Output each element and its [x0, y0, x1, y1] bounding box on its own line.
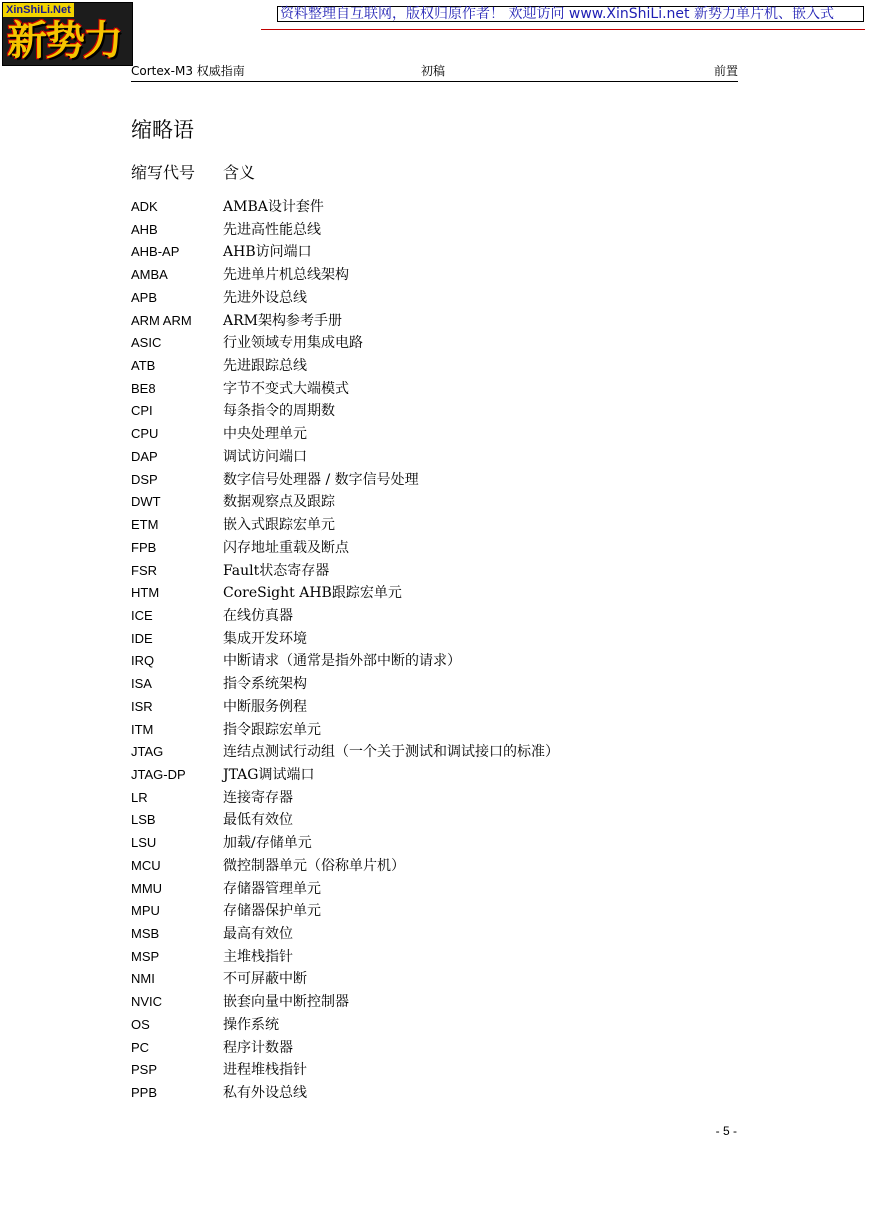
meaning-cell: 字节不变式大端模式 — [223, 380, 349, 397]
abbr-cell: MMU — [131, 880, 163, 896]
meaning-cell: 先进外设总线 — [223, 289, 307, 306]
meaning-cell: 中央处理单元 — [223, 426, 307, 443]
table-row — [131, 650, 738, 673]
meaning-cell: 数据观察点及跟踪 — [223, 494, 335, 511]
abbr-cell: LSB — [131, 812, 156, 828]
table-row — [131, 310, 738, 333]
table-row — [131, 196, 738, 219]
table-row — [131, 764, 738, 787]
abbr-cell: FPB — [131, 539, 157, 555]
meaning-cell: CoreSight AHB跟踪宏单元 — [223, 585, 402, 602]
table-row — [131, 809, 738, 832]
abbr-cell: ETM — [131, 517, 159, 533]
meaning-cell: 进程堆栈指针 — [223, 1062, 307, 1079]
column-header-meaning: 含义 — [223, 163, 256, 182]
abbreviation-table — [131, 196, 738, 1105]
abbr-cell: JTAG — [131, 744, 164, 760]
meaning-cell: 闪存地址重载及断点 — [223, 539, 349, 556]
meaning-cell: 最高有效位 — [223, 926, 293, 942]
table-row — [131, 719, 738, 742]
meaning-cell: 每条指令的周期数 — [223, 403, 335, 420]
banner-rule — [261, 29, 865, 30]
table-row — [131, 991, 738, 1014]
meaning-cell: 中断服务例程 — [223, 698, 307, 715]
table-row — [131, 469, 738, 492]
meaning-cell: 数字信号处理器 / 数字信号处理 — [223, 471, 419, 488]
table-row — [131, 1082, 738, 1105]
meaning-cell: 最低有效位 — [223, 812, 293, 829]
table-row — [131, 400, 738, 423]
abbr-cell: FSR — [131, 562, 157, 578]
meaning-cell: 私有外设总线 — [223, 1085, 307, 1102]
table-row — [131, 878, 738, 901]
meaning-cell: 先进高性能总线 — [223, 221, 321, 238]
meaning-cell: 主堆栈指针 — [223, 948, 293, 965]
meaning-cell: 行业领域专用集成电路 — [223, 335, 363, 352]
meaning-cell: 存储器管理单元 — [223, 880, 321, 897]
abbr-cell: ICE — [131, 607, 153, 623]
meaning-cell: 调试访问端口 — [223, 448, 307, 465]
abbr-cell: PSP — [131, 1062, 158, 1078]
table-row — [131, 1037, 738, 1060]
abbr-cell: LSU — [131, 835, 157, 851]
meaning-cell: 加载/存储单元 — [223, 835, 312, 852]
abbr-cell: PC — [131, 1039, 150, 1055]
meaning-cell: 中断请求（通常是指外部中断的请求） — [223, 653, 461, 670]
table-row — [131, 423, 738, 446]
meaning-cell: 先进跟踪总线 — [223, 358, 307, 375]
table-row — [131, 673, 738, 696]
table-row — [131, 1014, 738, 1037]
abbr-cell: NVIC — [131, 994, 163, 1010]
meaning-cell: 嵌套向量中断控制器 — [223, 994, 349, 1011]
table-row — [131, 219, 738, 242]
table-row — [131, 514, 738, 537]
abbr-cell: JTAG-DP — [131, 766, 186, 782]
table-row — [131, 378, 738, 401]
table-row — [131, 560, 738, 583]
table-row — [131, 446, 738, 469]
logo-mark-text: 新势力 — [7, 18, 121, 64]
table-row — [131, 832, 738, 855]
abbr-cell: LR — [131, 789, 148, 805]
meaning-cell: 连接寄存器 — [223, 789, 293, 806]
abbr-cell: ITM — [131, 721, 154, 737]
site-logo — [2, 2, 133, 66]
meaning-cell: 微控制器单元（俗称单片机） — [223, 857, 405, 874]
abbr-cell: NMI — [131, 971, 155, 987]
running-header-left: Cortex-M3 权威指南 — [131, 64, 245, 78]
page-number: - 5 - — [715, 1124, 737, 1138]
abbr-cell: DAP — [131, 448, 158, 464]
header-rule — [131, 81, 738, 82]
abbr-cell: ASIC — [131, 335, 162, 351]
abbr-cell: AMBA — [131, 267, 168, 283]
meaning-cell: ARM架构参考手册 — [223, 312, 342, 329]
column-header-abbr: 缩写代号 — [131, 163, 196, 182]
abbr-cell: AHB — [131, 221, 158, 237]
abbr-cell: APB — [131, 289, 158, 305]
top-banner — [277, 6, 864, 22]
abbr-cell: ISA — [131, 676, 152, 692]
table-row — [131, 537, 738, 560]
meaning-cell: AHB访问端口 — [223, 244, 312, 261]
abbr-cell: AHB-AP — [131, 244, 180, 260]
table-row — [131, 582, 738, 605]
abbr-cell: IDE — [131, 630, 153, 646]
table-row — [131, 628, 738, 651]
abbr-cell: ATB — [131, 358, 156, 374]
meaning-cell: 指令跟踪宏单元 — [223, 721, 321, 738]
table-row — [131, 1059, 738, 1082]
abbr-cell: MSB — [131, 926, 160, 941]
abbr-cell: ARM ARM — [131, 312, 192, 328]
running-header-center: 初稿 — [421, 64, 446, 78]
abbr-cell: IRQ — [131, 653, 155, 669]
abbr-cell: CPI — [131, 403, 153, 419]
meaning-cell: 不可屏蔽中断 — [223, 971, 307, 988]
meaning-cell: 指令系统架构 — [223, 676, 307, 693]
logo-url-text: XinShiLi.Net — [3, 3, 74, 17]
running-header-right: 前置 — [713, 64, 738, 78]
meaning-cell: 程序计数器 — [223, 1039, 293, 1056]
abbr-cell: ADK — [131, 199, 158, 214]
meaning-cell: 嵌入式跟踪宏单元 — [223, 517, 335, 534]
table-row — [131, 332, 738, 355]
meaning-cell: JTAG调试端口 — [223, 766, 315, 783]
table-row — [131, 900, 738, 923]
abbr-cell: MCU — [131, 857, 161, 873]
meaning-cell: 操作系统 — [223, 1016, 279, 1033]
table-row — [131, 241, 738, 264]
abbr-cell: PPB — [131, 1085, 158, 1101]
meaning-cell: 存储器保护单元 — [223, 903, 321, 920]
table-row — [131, 287, 738, 310]
page-title: 缩略语 — [131, 118, 194, 142]
table-row — [131, 696, 738, 719]
abbr-cell: ISR — [131, 698, 153, 714]
meaning-cell: 集成开发环境 — [223, 630, 307, 647]
table-row — [131, 264, 738, 287]
abbr-cell: MSP — [131, 948, 160, 964]
table-row — [131, 855, 738, 878]
table-row — [131, 968, 738, 991]
abbr-cell: DWT — [131, 494, 161, 510]
table-row — [131, 923, 738, 946]
table-row — [131, 491, 738, 514]
abbr-cell: HTM — [131, 585, 160, 601]
abbr-cell: OS — [131, 1016, 150, 1032]
meaning-cell: 在线仿真器 — [223, 607, 293, 624]
meaning-cell: Fault状态寄存器 — [223, 562, 330, 579]
meaning-cell: 连结点测试行动组（一个关于测试和调试接口的标准） — [223, 744, 559, 761]
abbr-cell: CPU — [131, 426, 159, 442]
banner-text: 资料整理自互联网，版权归原作者！ 欢迎访问 www.XinShiLi.net 新势力单片机、嵌入式 — [280, 6, 834, 22]
meaning-cell: AMBA设计套件 — [223, 199, 324, 215]
table-row — [131, 741, 738, 764]
table-row — [131, 946, 738, 969]
table-row — [131, 787, 738, 810]
abbr-cell: DSP — [131, 471, 158, 487]
abbr-cell: MPU — [131, 903, 160, 919]
meaning-cell: 先进单片机总线架构 — [223, 267, 349, 284]
table-row — [131, 355, 738, 378]
abbr-cell: BE8 — [131, 380, 156, 396]
table-row — [131, 605, 738, 628]
